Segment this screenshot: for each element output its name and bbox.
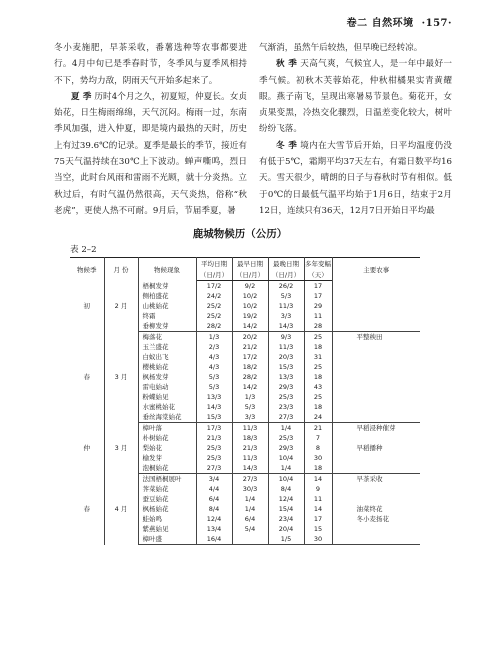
table-body [70,281,420,545]
season-keyword: 夏 季 [71,91,92,102]
range-days-cell: 17 [304,281,332,292]
latest-date-cell: 27/3 [268,412,304,423]
avg-date-cell: 12/4 [196,514,232,524]
farming-cell: 平整秧田 [332,332,420,343]
phenomenon-cell: 樟叶盛 [138,534,196,545]
phenomenon-cell: 枫杨发芽 [138,372,196,382]
avg-date-cell: 13/4 [196,524,232,534]
latest-date-cell: 1/4 [268,463,304,474]
earliest-date-cell: 1/4 [232,504,268,514]
phenomenon-cell: 山桃始花 [138,301,196,311]
avg-date-cell: 13/3 [196,392,232,402]
avg-date-cell: 5/3 [196,382,232,392]
phenomenon-cell: 梨始花 [138,443,196,453]
range-days-cell: 18 [304,463,332,474]
earliest-date-cell: 18/2 [232,362,268,372]
earliest-date-cell: 18/3 [232,433,268,443]
phenomenon-cell: 白蚁出飞 [138,352,196,362]
avg-date-cell: 6/4 [196,494,232,504]
latest-date-cell: 25/3 [268,392,304,402]
phenomenon-cell: 粉蝶始见 [138,392,196,402]
range-days-cell: 9 [304,484,332,494]
range-days-cell: 30 [304,453,332,463]
farming-cell [332,321,420,332]
phenomenon-cell: 梧桐发芽 [138,281,196,292]
season-cell: 初 [70,281,104,332]
farming-cell: 早稻播种 [332,443,420,453]
range-days-cell: 25 [304,362,332,372]
earliest-date-cell: 19/2 [232,311,268,321]
table-row [70,474,420,485]
column-unit: （天） [304,269,332,281]
column-header: 物候现象 [138,258,196,281]
latest-date-cell: 29/3 [268,443,304,453]
farming-cell [332,402,420,412]
farming-cell: 早稻浸种催芽 [332,423,420,434]
farming-cell [332,534,420,545]
phenomenon-cell: 枫杨始花 [138,504,196,514]
earliest-date-cell: 27/3 [232,474,268,485]
table-title: 鹿城物候历（公历） [192,228,288,240]
range-days-cell: 18 [304,372,332,382]
month-cell: 3 月 [104,332,138,423]
column-header: 最早日期 [232,258,268,270]
column-header: 最晚日期 [268,258,304,270]
avg-date-cell: 21/3 [196,433,232,443]
range-days-cell: 28 [304,321,332,332]
latest-date-cell: 15/3 [268,362,304,372]
paragraph: 冬小麦施肥，早茶采收，番薯选种等农事都要进行。4月中旬已是季春时节，冬季风与夏季风相持不下，势均力敌，阴雨天气开始多起来了。 [54,43,247,86]
range-days-cell: 15 [304,524,332,534]
month-cell: 3 月 [104,423,138,474]
chapter-title: 卷二 自然环境 [346,18,414,29]
latest-date-cell: 20/3 [268,352,304,362]
earliest-date-cell: 21/2 [232,342,268,352]
range-days-cell: 7 [304,433,332,443]
column-header: 月 份 [104,258,138,281]
latest-date-cell: 10/4 [268,453,304,463]
earliest-date-cell [232,534,268,545]
avg-date-cell: 25/3 [196,443,232,453]
range-days-cell: 31 [304,352,332,362]
farming-cell [332,392,420,402]
column-header: 物候季 [70,258,104,281]
farming-cell [332,524,420,534]
earliest-date-cell: 20/2 [232,332,268,343]
latest-date-cell: 23/4 [268,514,304,524]
phenomenon-cell: 朴树始花 [138,433,196,443]
range-days-cell: 24 [304,412,332,423]
paragraph-autumn: 秋 季 天高气爽，气候宜人，是一年中最好一季气候。初秋木芙蓉始花，仲秋柑橘果实青黄耀眼。燕子南飞，呈现出寒暑易节景色。菊花开，女贞果变黑，冷热交化骤烈，日温差变化较大，树叶纷纷飞落。 [259,59,452,135]
phenomenon-cell: 玉兰盛花 [138,342,196,352]
avg-date-cell: 16/4 [196,534,232,545]
range-days-cell: 29 [304,301,332,311]
avg-date-cell: 4/3 [196,352,232,362]
farming-cell [332,382,420,392]
earliest-date-cell: 11/3 [232,453,268,463]
earliest-date-cell: 1/4 [232,494,268,504]
latest-date-cell: 5/3 [268,291,304,301]
phenomenon-cell: 泡桐始花 [138,463,196,474]
phenomenon-cell: 蛙始鸣 [138,514,196,524]
earliest-date-cell: 11/3 [232,423,268,434]
right-column [259,40,452,219]
latest-date-cell: 1/4 [268,423,304,434]
phenomenon-cell: 垂柳发芽 [138,321,196,332]
farming-cell [332,301,420,311]
latest-date-cell: 1/5 [268,534,304,545]
avg-date-cell: 25/2 [196,301,232,311]
phenomenon-cell: 梅落花 [138,332,196,343]
latest-date-cell: 29/3 [268,382,304,392]
phenomenon-cell: 紫燕始见 [138,524,196,534]
column-unit: （日/月） [232,269,268,281]
avg-date-cell: 25/3 [196,453,232,463]
month-cell: 2 月 [104,281,138,332]
earliest-date-cell: 3/3 [232,412,268,423]
phenomenon-cell: 法国梧桐展叶 [138,474,196,485]
range-days-cell: 17 [304,291,332,301]
farming-cell [332,372,420,382]
paragraph-summer: 夏 季 历时4个月之久，初夏短，仲夏长。女贞始花，日生梅雨绵绵，天气沉闷。梅雨一过，东南季风加强，进入仲夏，即是境内最热的天时，历史上有过39.6℃的记录。夏季是最长的季节，接近有75天气温持续在30℃上下波动。蝉声嘶鸣，烈日当空，此时台风雨和雷雨不光顾，就十分炎热。立秋过后，有时气温仍然很高，天气炎热，俗称“秋老虎”，更使人热不可耐。9月后，节届季夏，暑 [54,91,247,216]
season-keyword: 秋 季 [276,59,298,70]
latest-date-cell: 20/4 [268,524,304,534]
avg-date-cell: 17/2 [196,281,232,292]
avg-date-cell: 1/3 [196,332,232,343]
phenomenon-cell: 水蜜桃始花 [138,402,196,412]
farming-cell [332,291,420,301]
range-days-cell: 8 [304,443,332,453]
earliest-date-cell: 1/3 [232,392,268,402]
range-days-cell: 18 [304,402,332,412]
farming-cell: 油菜终花 [332,504,420,514]
page-number: ·157· [421,18,452,29]
avg-date-cell: 2/3 [196,342,232,352]
range-days-cell: 11 [304,311,332,321]
farming-cell [332,433,420,443]
range-days-cell: 25 [304,392,332,402]
earliest-date-cell: 14/2 [232,321,268,332]
earliest-date-cell: 14/2 [232,382,268,392]
latest-date-cell: 12/4 [268,494,304,504]
latest-date-cell: 14/3 [268,321,304,332]
range-days-cell: 17 [304,514,332,524]
farming-cell [332,281,420,292]
phenomenon-cell: 蚕豆始花 [138,494,196,504]
avg-date-cell: 15/3 [196,412,232,423]
range-days-cell: 30 [304,534,332,545]
paragraph-winter: 冬 季 境内在大雪节后开始，日平均温度仍没有低于5℃，霜期平均37天左右，有霜日数平均16天。雪天很少，晴朗的日子与春秋时节有相似。低于0℃的日最低气温平均始于1月6日，结束于2月12日，连续只有36天，12月7日开始日平均最 [259,140,452,216]
range-days-cell: 18 [304,342,332,352]
avg-date-cell: 5/3 [196,372,232,382]
paragraph: 气渐消，虽然午后较热，但早晚已经转凉。 [259,43,423,53]
avg-date-cell: 27/3 [196,463,232,474]
avg-date-cell: 8/4 [196,504,232,514]
latest-date-cell: 3/3 [268,311,304,321]
earliest-date-cell: 14/3 [232,463,268,474]
phenomenon-cell: 雷电始动 [138,382,196,392]
latest-date-cell: 13/3 [268,372,304,382]
phenomenon-cell: 榆发芽 [138,453,196,463]
avg-date-cell: 24/2 [196,291,232,301]
table-header [70,258,420,281]
farming-cell [332,352,420,362]
farming-cell [332,412,420,423]
range-days-cell: 43 [304,382,332,392]
latest-date-cell: 25/3 [268,433,304,443]
phenomenon-cell: 樟叶落 [138,423,196,434]
avg-date-cell: 4/3 [196,362,232,372]
earliest-date-cell: 9/2 [232,281,268,292]
left-column [54,40,247,219]
farming-cell: 早茶采收 [332,474,420,485]
farming-cell [332,311,420,321]
phenology-table [70,257,420,545]
phenomenon-cell: 垂丝海棠始花 [138,412,196,423]
phenomenon-cell: 终霜 [138,311,196,321]
avg-date-cell: 28/2 [196,321,232,332]
avg-date-cell: 3/4 [196,474,232,485]
latest-date-cell: 26/2 [268,281,304,292]
farming-cell: 冬小麦扬花 [332,514,420,524]
phenomenon-cell: 樱桃始花 [138,362,196,372]
phenomenon-cell: 侧柏盛花 [138,291,196,301]
latest-date-cell: 8/4 [268,484,304,494]
latest-date-cell: 23/3 [268,402,304,412]
latest-date-cell: 9/3 [268,332,304,343]
latest-date-cell: 11/3 [268,301,304,311]
farming-cell [332,362,420,372]
range-days-cell: 25 [304,332,332,343]
season-cell: 春 [70,474,104,545]
table-row [70,281,420,292]
body-text [54,40,452,216]
season-cell: 春 [70,332,104,423]
phenomenon-cell: 荠菜始花 [138,484,196,494]
farming-cell [332,494,420,504]
earliest-date-cell: 6/4 [232,514,268,524]
farming-cell [332,484,420,494]
range-days-cell: 14 [304,474,332,485]
latest-date-cell: 11/3 [268,342,304,352]
column-header: 多年变幅 [304,258,332,270]
avg-date-cell: 4/4 [196,484,232,494]
farming-cell [332,453,420,463]
farming-cell [332,463,420,474]
earliest-date-cell: 10/2 [232,301,268,311]
latest-date-cell: 10/4 [268,474,304,485]
column-unit: （日/月） [196,269,232,281]
column-header: 平均日期 [196,258,232,270]
range-days-cell: 14 [304,504,332,514]
avg-date-cell: 25/2 [196,311,232,321]
earliest-date-cell: 30/3 [232,484,268,494]
season-cell: 仲 [70,423,104,474]
table-row [70,423,420,434]
earliest-date-cell: 17/2 [232,352,268,362]
table-row [70,332,420,343]
earliest-date-cell: 28/2 [232,372,268,382]
latest-date-cell: 15/4 [268,504,304,514]
avg-date-cell: 17/3 [196,423,232,434]
column-unit: （日/月） [268,269,304,281]
earliest-date-cell: 5/3 [232,402,268,412]
column-header: 主要农事 [332,258,420,281]
earliest-date-cell: 21/3 [232,443,268,453]
table-number: 表 2–2 [70,245,97,255]
earliest-date-cell: 5/4 [232,524,268,534]
range-days-cell: 21 [304,423,332,434]
running-head [347,14,452,29]
range-days-cell: 11 [304,494,332,504]
earliest-date-cell: 10/2 [232,291,268,301]
month-cell: 4 月 [104,474,138,545]
season-keyword: 冬 季 [276,140,298,151]
farming-cell [332,342,420,352]
avg-date-cell: 14/3 [196,402,232,412]
